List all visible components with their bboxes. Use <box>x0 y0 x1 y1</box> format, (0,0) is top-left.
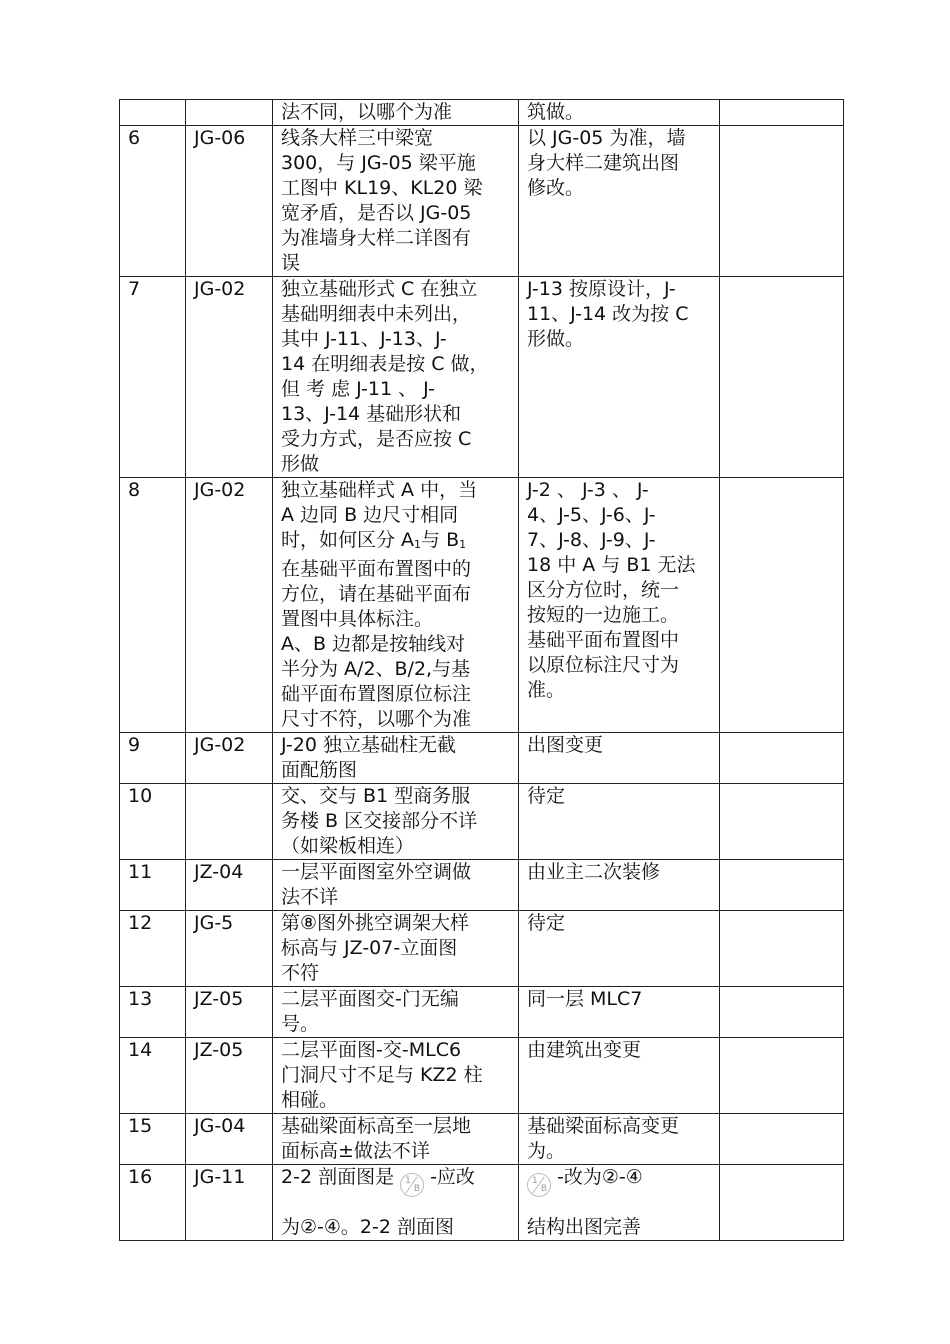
table-row <box>120 784 844 860</box>
question-line: 尺寸不符，以哪个为准 <box>281 708 472 730</box>
question-line: 为准墙身大样二详图有 <box>281 227 472 249</box>
drawing-code: JZ-05 <box>186 987 273 1038</box>
question-segment: 2-2 剖面图是 <box>281 1166 395 1188</box>
reply-line: 待定 <box>527 912 566 934</box>
reply-cell <box>519 784 720 860</box>
question-line: 法不详 <box>281 886 339 908</box>
row-number: 11 <box>120 860 186 911</box>
row-number: 10 <box>120 784 186 860</box>
remark-cell <box>720 126 844 277</box>
reply-cell <box>519 100 720 126</box>
remark-cell <box>720 1165 844 1241</box>
row-number: 8 <box>120 478 186 733</box>
drawing-code: JG-5 <box>186 911 273 987</box>
table-row <box>120 733 844 784</box>
reply-line: 基础梁面标高变更 <box>527 1115 680 1137</box>
drawing-code: JZ-05 <box>186 1038 273 1114</box>
question-line: 号。 <box>281 1013 320 1035</box>
question-cell <box>273 1114 519 1165</box>
question-segment: 与 B <box>421 529 460 551</box>
table-row <box>120 478 844 733</box>
question-line: 交、交与 B1 型商务服 <box>281 785 471 807</box>
reply-line: 按短的一边施工。 <box>527 604 680 626</box>
question-line: 基础明细表中未列出， <box>281 303 472 325</box>
table-row <box>120 100 844 126</box>
question-line: 工图中 KL19、KL20 梁 <box>281 177 483 199</box>
question-line: 但 考 虑 J-11 、 J- <box>281 378 435 400</box>
question-line: 为②-④。2-2 剖面图 <box>281 1216 454 1238</box>
axis-circle-icon: 1 B <box>527 1173 551 1197</box>
question-line: 础平面布置图原位标注 <box>281 683 472 705</box>
reply-line: 18 中 A 与 B1 无法 <box>527 554 696 576</box>
question-line: 独立基础形式 C 在独立 <box>281 278 478 300</box>
reply-line: J-13 按原设计，J- <box>527 278 676 300</box>
subscript: 1 <box>459 538 467 551</box>
question-line: 二层平面图-交-MLC6 <box>281 1039 462 1061</box>
question-line: 一层平面图室外空调做 <box>281 861 472 883</box>
question-line: 不符 <box>281 962 320 984</box>
question-cell <box>273 733 519 784</box>
table-row <box>120 1114 844 1165</box>
reply-line: 待定 <box>527 785 566 807</box>
question-cell <box>273 784 519 860</box>
table-row <box>120 277 844 478</box>
remark-cell <box>720 277 844 478</box>
reply-line: 形做。 <box>527 328 585 350</box>
table-row <box>120 987 844 1038</box>
remark-cell <box>720 1038 844 1114</box>
question-line: 门洞尺寸不足与 KZ2 柱 <box>281 1064 483 1086</box>
row-number: 6 <box>120 126 186 277</box>
question-line: 300，与 JG-05 梁平施 <box>281 152 476 174</box>
reply-line: 身大样二建筑出图 <box>527 152 680 174</box>
question-line: 法不同，以哪个为准 <box>281 101 453 123</box>
question-line: 相碰。 <box>281 1089 339 1111</box>
reply-cell <box>519 733 720 784</box>
row-number: 16 <box>120 1165 186 1241</box>
reply-line: J-2 、 J-3 、 J- <box>527 479 649 501</box>
reply-cell <box>519 277 720 478</box>
reply-line: 修改。 <box>527 177 585 199</box>
axis-circle-icon: 1 B <box>400 1173 424 1197</box>
row-number: 13 <box>120 987 186 1038</box>
reply-line: 区分方位时，统一 <box>527 579 680 601</box>
question-line: 面配筋图 <box>281 759 358 781</box>
reply-line: 由建筑出变更 <box>527 1039 642 1061</box>
question-cell <box>273 100 519 126</box>
question-line: 线条大样三中梁宽 <box>281 127 434 149</box>
remark-cell <box>720 478 844 733</box>
reply-segment: -改为②-④ <box>557 1166 643 1188</box>
row-number: 14 <box>120 1038 186 1114</box>
question-line <box>281 1165 510 1215</box>
reply-cell <box>519 987 720 1038</box>
drawing-code: JG-02 <box>186 733 273 784</box>
question-line: 方位，请在基础平面布 <box>281 583 472 605</box>
question-line: 在基础平面布置图中的 <box>281 558 472 580</box>
reply-cell <box>519 1038 720 1114</box>
reply-line: 基础平面布置图中 <box>527 629 680 651</box>
question-line <box>281 528 510 557</box>
row-number: 12 <box>120 911 186 987</box>
question-cell <box>273 277 519 478</box>
remark-cell <box>720 733 844 784</box>
question-line: A、B 边都是按轴线对 <box>281 633 466 655</box>
issue-table <box>119 99 844 1241</box>
reply-line: 以 JG-05 为准，墙 <box>527 127 686 149</box>
table-row <box>120 1165 844 1241</box>
question-line: J-20 独立基础柱无截 <box>281 734 456 756</box>
reply-line: 出图变更 <box>527 734 604 756</box>
question-line: 务楼 B 区交接部分不详 <box>281 810 478 832</box>
row-number: 9 <box>120 733 186 784</box>
reply-cell <box>519 911 720 987</box>
table-row <box>120 911 844 987</box>
row-number <box>120 100 186 126</box>
question-line: 其中 J-11、J-13、J- <box>281 328 447 350</box>
remark-cell <box>720 784 844 860</box>
question-segment: -应改 <box>430 1166 475 1188</box>
drawing-code: JZ-04 <box>186 860 273 911</box>
question-line: 形做 <box>281 453 320 475</box>
reply-cell <box>519 1165 720 1241</box>
drawing-code: JG-02 <box>186 478 273 733</box>
question-line: 第⑧图外挑空调架大样 <box>281 912 470 934</box>
reply-line: 11、J-14 改为按 C <box>527 303 689 325</box>
question-line: 半分为 A/2、B/2,与基 <box>281 658 471 680</box>
question-cell <box>273 1038 519 1114</box>
table-row <box>120 860 844 911</box>
question-line: 宽矛盾，是否以 JG-05 <box>281 202 472 224</box>
question-line: 标高与 JZ-07-立面图 <box>281 937 458 959</box>
reply-cell <box>519 126 720 277</box>
reply-line: 同一层 MLC7 <box>527 988 643 1010</box>
remark-cell <box>720 911 844 987</box>
question-cell <box>273 987 519 1038</box>
reply-line: 筑做。 <box>527 101 585 123</box>
reply-line: 4、J-5、J-6、J- <box>527 504 656 526</box>
reply-cell <box>519 478 720 733</box>
drawing-code <box>186 784 273 860</box>
reply-line: 为。 <box>527 1140 566 1162</box>
question-line: 14 在明细表是按 C 做， <box>281 353 489 375</box>
question-cell <box>273 126 519 277</box>
reply-line: 准。 <box>527 679 566 701</box>
drawing-code: JG-02 <box>186 277 273 478</box>
question-segment: 时，如何区分 A <box>281 529 415 551</box>
drawing-code: JG-11 <box>186 1165 273 1241</box>
question-cell <box>273 860 519 911</box>
remark-cell <box>720 100 844 126</box>
table-row <box>120 1038 844 1114</box>
reply-cell <box>519 1114 720 1165</box>
question-line: 置图中具体标注。 <box>281 608 434 630</box>
question-line: A 边同 B 边尺寸相同 <box>281 504 459 526</box>
row-number: 15 <box>120 1114 186 1165</box>
question-line: 独立基础样式 A 中，当 <box>281 479 478 501</box>
question-line: 误 <box>281 252 301 274</box>
question-cell <box>273 478 519 733</box>
question-line: （如梁板相连） <box>281 835 415 857</box>
remark-cell <box>720 987 844 1038</box>
question-cell <box>273 1165 519 1241</box>
reply-line: 7、J-8、J-9、J- <box>527 529 656 551</box>
remark-cell <box>720 1114 844 1165</box>
row-number: 7 <box>120 277 186 478</box>
question-cell <box>273 911 519 987</box>
question-line: 13、J-14 基础形状和 <box>281 403 462 425</box>
reply-line <box>527 1165 711 1215</box>
reply-line: 由业主二次装修 <box>527 861 661 883</box>
reply-line: 结构出图完善 <box>527 1216 642 1238</box>
drawing-code: JG-04 <box>186 1114 273 1165</box>
question-line: 受力方式，是否应按 C <box>281 428 472 450</box>
question-line: 基础梁面标高至一层地 <box>281 1115 472 1137</box>
question-line: 面标高±做法不详 <box>281 1140 430 1162</box>
reply-cell <box>519 860 720 911</box>
drawing-code: JG-06 <box>186 126 273 277</box>
remark-cell <box>720 860 844 911</box>
question-line: 二层平面图交-门无编 <box>281 988 459 1010</box>
reply-line: 以原位标注尺寸为 <box>527 654 680 676</box>
table-row <box>120 126 844 277</box>
drawing-code <box>186 100 273 126</box>
subscript: 1 <box>414 538 422 551</box>
